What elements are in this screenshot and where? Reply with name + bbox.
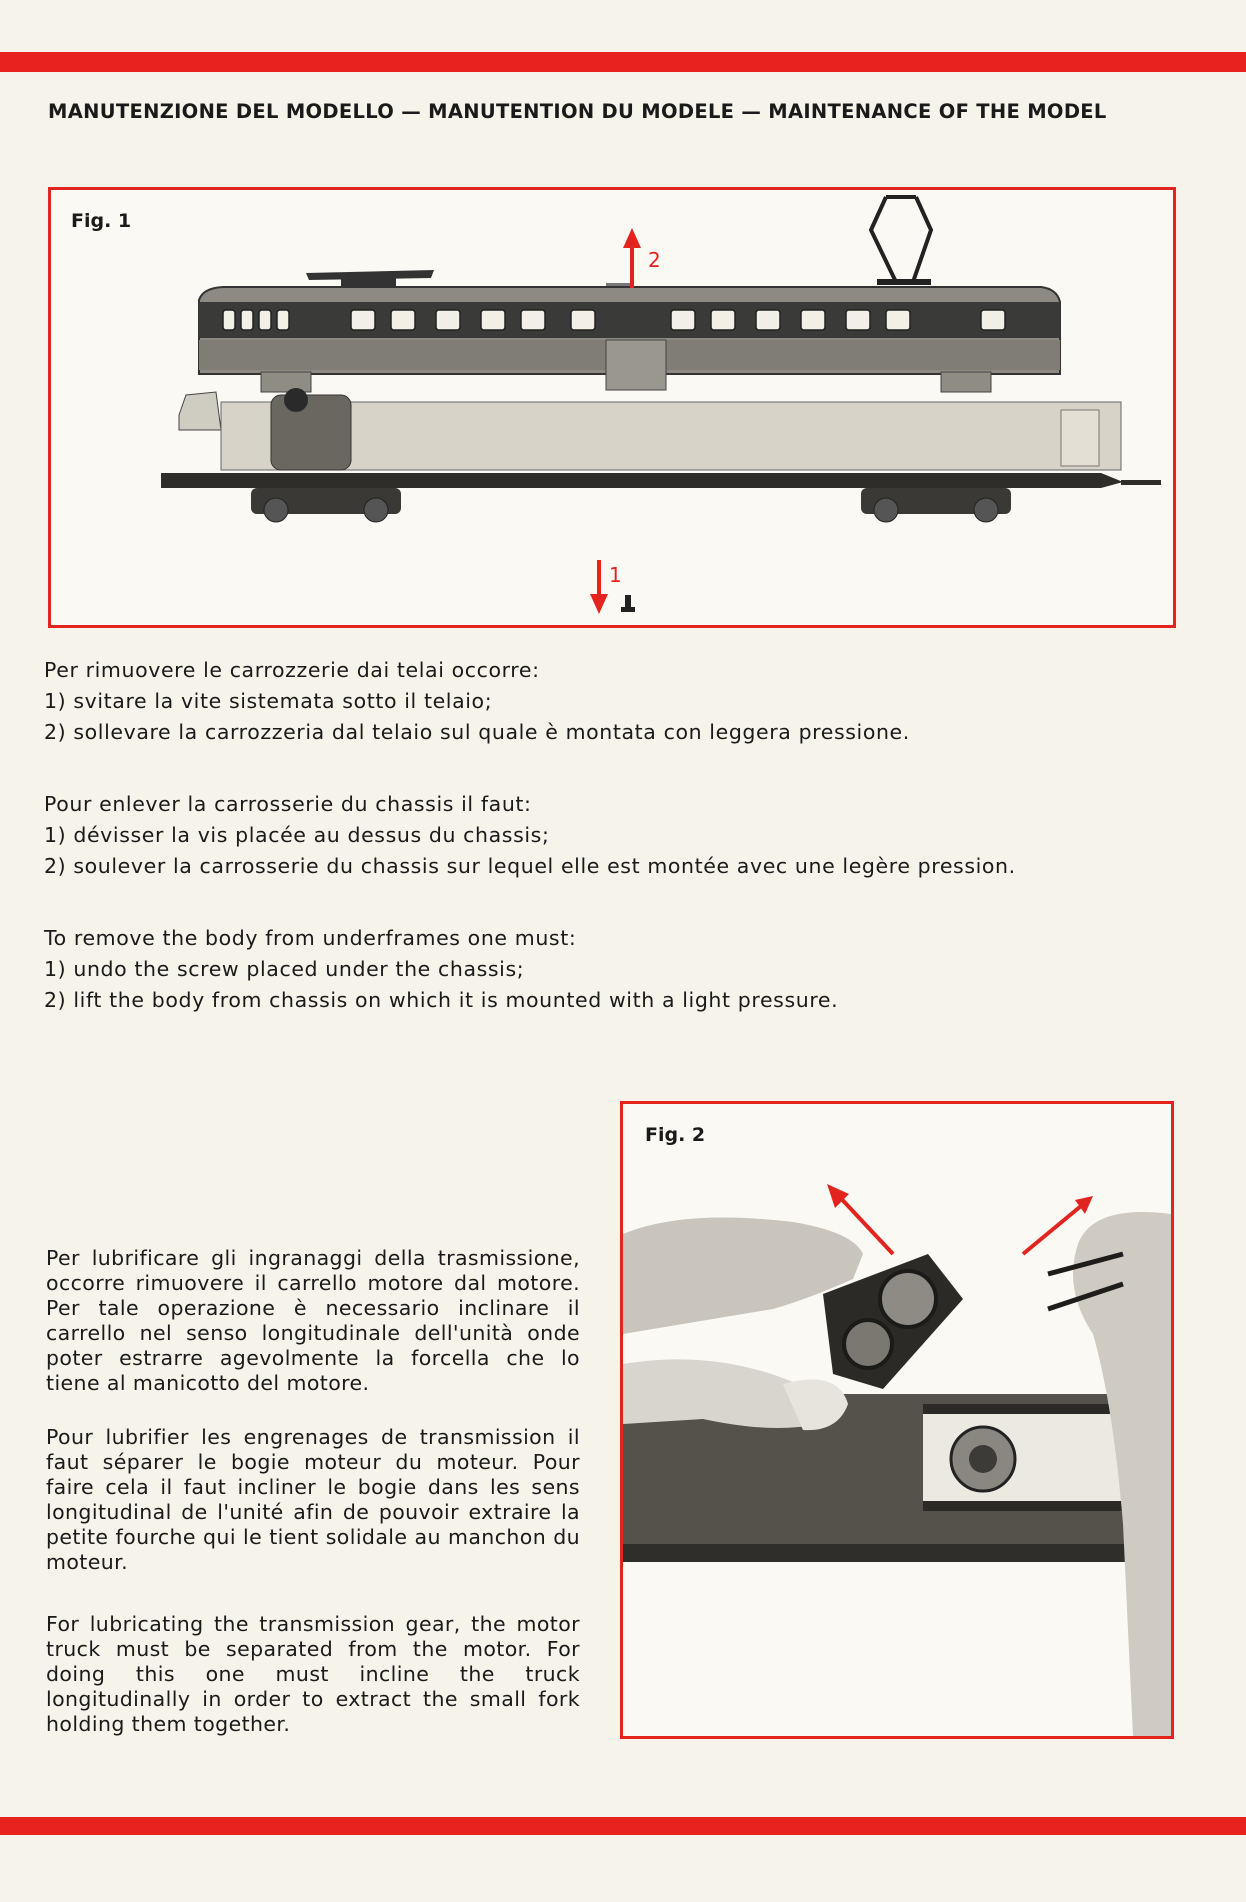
page-title: MANUTENZIONE DEL MODELLO — MANUTENTION DU MODELE — MAINTENANCE OF THE MODEL — [48, 100, 1107, 123]
instructions-english — [44, 923, 1174, 1016]
car-window — [981, 310, 1005, 330]
motor-truck-removal-illustration — [623, 1104, 1171, 1736]
car-window — [351, 310, 375, 330]
instructions-english-step-1: 1) undo the screw placed under the chassis; — [44, 957, 525, 981]
car-window — [756, 310, 780, 330]
figure-2-label: Fig. 2 — [645, 1124, 706, 1146]
car-window — [886, 310, 910, 330]
instructions-italian-intro: Per rimuovere le carrozzerie dai telai occorre: — [44, 658, 540, 682]
car-window — [671, 310, 695, 330]
pantograph-folded — [306, 270, 434, 286]
bottom-red-band — [0, 1817, 1246, 1835]
arrow-up-icon — [623, 228, 641, 288]
car-window — [436, 310, 460, 330]
car-window — [846, 310, 870, 330]
car-window — [801, 310, 825, 330]
car-window — [711, 310, 735, 330]
instructions-english-intro: To remove the body from underframes one must: — [44, 926, 577, 950]
instructions-french-intro: Pour enlever la carrosserie du chassis il faut: — [44, 792, 532, 816]
car-window — [259, 310, 271, 330]
instructions-italian — [44, 655, 1174, 748]
lubrication-italian: Per lubrificare gli ingranaggi della trasmissione, occorre rimuovere il carrello motore dal motore. Per tale operazione è necessario inclinare il carrello nel senso longitudinale dell'unità onde poter estrarre agevolmente la forcella che lo tiene al manicotto del motore. — [46, 1246, 580, 1395]
instructions-french — [44, 789, 1174, 882]
car-window — [521, 310, 545, 330]
figure-1-label: Fig. 1 — [71, 210, 132, 232]
screw-icon — [621, 595, 635, 612]
arrow-up-number: 2 — [648, 248, 661, 272]
chassis — [161, 388, 1161, 522]
car-body — [199, 287, 1060, 392]
arrow-down-number: 1 — [609, 563, 622, 587]
instructions-french-step-2: 2) soulever la carrosserie du chassis sur lequel elle est montée avec une legère pression. — [44, 854, 1016, 878]
car-window — [277, 310, 289, 330]
car-window — [241, 310, 253, 330]
lubrication-french: Pour lubrifier les engrenages de transmission il faut séparer le bogie moteur du moteur. Pour faire cela il faut incliner le bogie dans les sens longitudinal de l'unité afin de pouvoir extraire la petite fourche qui le tient solidale au manchon du moteur. — [46, 1425, 580, 1574]
car-window — [481, 310, 505, 330]
arrow-down-icon — [590, 560, 608, 614]
figure-2 — [620, 1101, 1174, 1739]
top-red-band — [0, 52, 1246, 72]
car-window — [571, 310, 595, 330]
train-disassembly-illustration — [51, 190, 1173, 625]
car-window — [223, 310, 235, 330]
figure-1 — [48, 187, 1176, 628]
pantograph-raised — [871, 197, 931, 282]
instructions-french-step-1: 1) dévisser la vis placée au dessus du chassis; — [44, 823, 550, 847]
instructions-italian-step-1: 1) svitare la vite sistemata sotto il telaio; — [44, 689, 493, 713]
instructions-italian-step-2: 2) sollevare la carrozzeria dal telaio sul quale è montata con leggera pressione. — [44, 720, 910, 744]
car-window — [391, 310, 415, 330]
instructions-english-step-2: 2) lift the body from chassis on which it is mounted with a light pressure. — [44, 988, 839, 1012]
lubrication-english: For lubricating the transmission gear, the motor truck must be separated from the motor. For doing this one must incline the truck longitudinally in order to extract the small fork holding them together. — [46, 1612, 580, 1736]
